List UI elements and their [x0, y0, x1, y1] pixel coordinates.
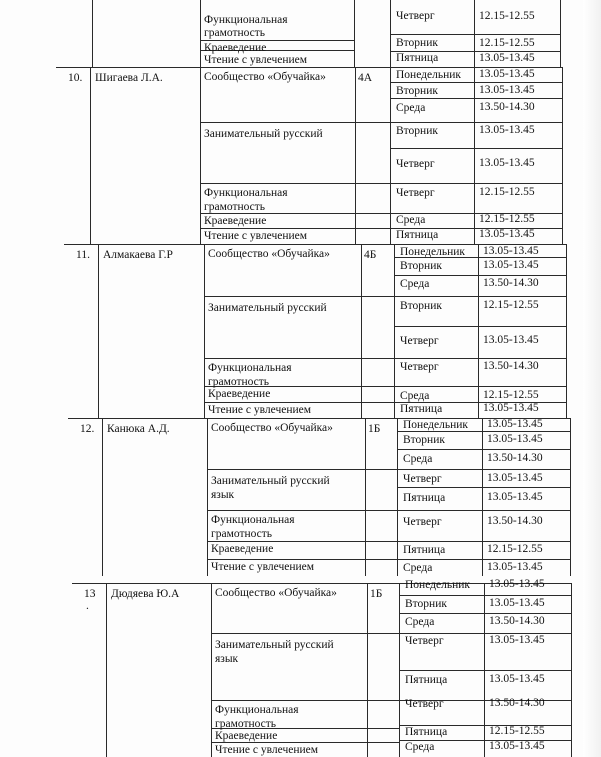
session-separator: [394, 296, 566, 297]
session-day: Пятница: [403, 492, 446, 504]
session-day: Среда: [405, 741, 435, 753]
teacher-name: Дюдяева Ю.А: [111, 588, 180, 600]
session-time: 13.50-14.30: [483, 277, 539, 289]
session-time: 12.15-12.55: [483, 299, 539, 311]
session-day: Пятница: [405, 726, 448, 738]
session-time: 13.05-13.45: [479, 157, 535, 169]
session-time: 13.05-13.45: [479, 52, 535, 64]
session-time: 13.05-13.45: [483, 245, 539, 257]
session-day: Четверг: [403, 473, 442, 485]
col-activity-left-border: [207, 418, 208, 576]
session-time: 13.05-13.45: [489, 634, 545, 646]
activity-name: Чтение с увлечением: [204, 230, 308, 242]
class-name: 1Б: [368, 423, 381, 435]
session-separator: [397, 449, 570, 450]
col-teacher-left-border: [90, 67, 91, 244]
session-day: Пятница: [403, 544, 446, 556]
session-time: 13.50-14.30: [483, 360, 539, 372]
col-time-right-border: [570, 418, 571, 576]
activity-name: Сообщество «Обучайка»: [211, 422, 333, 434]
activity-name: грамотность: [215, 718, 277, 730]
session-separator: [399, 670, 571, 671]
row-number: 11.: [76, 249, 90, 261]
activity-name: Краеведение: [208, 388, 271, 400]
session-day: Среда: [400, 390, 430, 402]
session-time: 13.05-13.45: [483, 259, 539, 271]
col-time-left-border: [482, 418, 483, 576]
activity-name: язык: [211, 489, 235, 501]
group-separator: [204, 402, 394, 403]
session-day: Вторник: [396, 37, 438, 49]
session-separator: [394, 358, 566, 359]
session-time: 12.15-12.55: [479, 186, 535, 198]
col-time-right-border: [560, 0, 561, 67]
session-day: Пятница: [396, 229, 439, 241]
col-class-left-border: [354, 0, 355, 67]
session-time: 13.05-13.45: [487, 433, 543, 445]
session-time: 13.05-13.45: [479, 228, 535, 240]
session-separator: [390, 98, 562, 99]
session-separator: [390, 82, 562, 83]
col-class-left-border: [355, 67, 356, 244]
activity-name: Краеведение: [215, 730, 278, 742]
session-time: 12.15-12.55: [479, 213, 535, 225]
activity-name: Занимательный русский: [215, 639, 334, 651]
session-time: 13.05-13.45: [487, 561, 543, 573]
group-separator: [200, 40, 354, 41]
col-time-right-border: [566, 244, 567, 418]
col-day-left-border: [394, 244, 395, 418]
group-separator: [211, 700, 399, 701]
activity-name: Сообщество «Обучайка»: [215, 587, 337, 599]
col-class-left-border: [361, 244, 362, 418]
session-day: Понедельник: [403, 419, 468, 431]
class-name: 1Б: [370, 588, 383, 600]
session-separator: [399, 595, 571, 596]
activity-name: Функциональная: [215, 704, 299, 716]
activity-name: Чтение с увлечением: [204, 54, 308, 66]
session-day: Четверг: [405, 698, 444, 710]
session-day: Четверг: [396, 187, 435, 199]
session-separator: [397, 541, 570, 542]
session-day: Вторник: [400, 260, 442, 272]
session-day: Четверг: [396, 10, 435, 22]
row-number: 10.: [68, 72, 83, 84]
session-day: Среда: [400, 278, 430, 290]
row-number-mark: .: [86, 600, 89, 612]
session-time: 13.50-14.30: [489, 615, 545, 627]
activity-name: Сообщество «Обучайка»: [204, 71, 326, 83]
session-separator: [390, 34, 560, 35]
activity-name: Функциональная: [204, 14, 288, 26]
col-teacher-right-border: [92, 0, 93, 67]
group-separator: [204, 296, 394, 297]
session-day: Четверг: [405, 635, 444, 647]
col-time-right-border: [562, 67, 563, 244]
session-time: 13.50-14.30: [487, 515, 543, 527]
session-time: 13.05-13.45: [487, 491, 543, 503]
col-teacher-left-border: [98, 244, 99, 418]
session-day: Пятница: [400, 403, 443, 415]
session-day: Среда: [403, 453, 433, 465]
session-day: Среда: [396, 214, 426, 226]
session-time: 13.05-13.45: [479, 68, 535, 80]
session-day: Вторник: [405, 598, 447, 610]
session-day: Пятница: [405, 674, 448, 686]
session-day: Вторник: [403, 434, 445, 446]
col-teacher-left-border: [102, 418, 103, 576]
activity-name: Чтение с увлечением: [211, 561, 315, 573]
session-day: Понедельник: [405, 579, 470, 591]
col-activity-left-border: [204, 244, 205, 418]
col-class-left-border: [367, 583, 368, 757]
session-time: 13.05-13.45: [483, 334, 539, 346]
session-day: Среда: [405, 616, 435, 628]
activity-name: Занимательный русский: [204, 128, 323, 140]
session-day: Среда: [403, 562, 433, 574]
teacher-name: Канюка А.Д.: [107, 423, 170, 435]
row-number: 13: [84, 588, 96, 600]
col-teacher-left-border: [106, 583, 107, 757]
group-separator: [207, 541, 397, 542]
session-separator: [390, 183, 562, 184]
group-separator: [200, 228, 390, 229]
session-time: 13.50-14.30: [479, 101, 535, 113]
session-separator: [399, 633, 571, 634]
col-time-left-border: [474, 67, 475, 244]
page-edge-shadow: [583, 0, 601, 757]
session-time: 13.05-13.45: [489, 597, 545, 609]
activity-name: Функциональная: [204, 187, 288, 199]
session-time: 13.50-14.30: [489, 697, 545, 709]
session-day: Четверг: [403, 516, 442, 528]
session-time: 13.05-13.45: [489, 673, 545, 685]
session-day: Четверг: [400, 335, 439, 347]
session-separator: [399, 613, 571, 614]
session-time: 12.15-12.55: [487, 543, 543, 555]
session-separator: [397, 510, 570, 511]
activity-name: Функциональная: [208, 362, 292, 374]
group-separator: [207, 469, 397, 470]
activity-name: грамотность: [204, 201, 266, 213]
session-time: 13.05-13.45: [479, 124, 535, 136]
session-time: 13.05-13.45: [483, 402, 539, 414]
group-separator: [207, 510, 397, 511]
activity-name: грамотность: [208, 376, 270, 388]
col-class-left-border: [365, 418, 366, 576]
activity-name: грамотность: [204, 27, 266, 39]
session-separator: [394, 275, 566, 276]
session-separator: [390, 122, 562, 123]
session-day: Четверг: [400, 361, 439, 373]
activity-name: грамотность: [211, 528, 273, 540]
session-time: 13.05-13.45: [487, 418, 543, 430]
col-time-right-border: [571, 583, 572, 757]
group-separator: [200, 122, 390, 123]
class-name: 4А: [358, 72, 373, 84]
col-day-left-border: [390, 67, 391, 244]
session-time: 12.15-12.55: [483, 389, 539, 401]
activity-name: Занимательный русский: [208, 302, 327, 314]
activity-name: язык: [215, 653, 239, 665]
activity-name: Функциональная: [211, 514, 295, 526]
activity-name: Краеведение: [204, 215, 267, 227]
row-number: 12.: [80, 423, 95, 435]
session-day: Вторник: [400, 300, 442, 312]
session-day: Вторник: [396, 125, 438, 137]
session-day: Среда: [396, 102, 426, 114]
session-separator: [390, 148, 562, 149]
session-separator: [397, 469, 570, 470]
group-separator: [211, 633, 399, 634]
activity-name: Краеведение: [204, 42, 267, 54]
session-time: 12.15-12.55: [489, 725, 545, 737]
col-time-left-border: [478, 244, 479, 418]
session-day: Пятница: [396, 52, 439, 64]
col-activity-left-border: [200, 0, 201, 67]
session-day: Четверг: [396, 158, 435, 170]
teacher-name: Алмакаева Г.Р: [103, 249, 173, 261]
teacher-name: Шигаева Л.А.: [95, 72, 163, 84]
col-activity-left-border: [200, 67, 201, 244]
group-separator: [204, 358, 394, 359]
session-day: Вторник: [396, 85, 438, 97]
session-time: 13.05-13.45: [489, 578, 545, 590]
session-separator: [394, 386, 566, 387]
session-separator: [397, 487, 570, 488]
session-day: Понедельник: [400, 246, 465, 258]
group-separator: [207, 559, 397, 560]
session-separator: [394, 326, 566, 327]
session-time: 12.15-12.55: [479, 10, 535, 22]
activity-name: Занимательный русский: [211, 475, 330, 487]
session-time: 13.05-13.45: [487, 472, 543, 484]
class-name: 4Б: [364, 249, 377, 261]
session-day: Понедельник: [396, 69, 461, 81]
col-activity-left-border: [211, 583, 212, 757]
activity-name: Чтение с увлечением: [208, 404, 312, 416]
session-time: 13.05-13.45: [479, 84, 535, 96]
session-time: 13.05-13.45: [489, 740, 545, 752]
activity-name: Краеведение: [211, 543, 274, 555]
activity-name: Сообщество «Обучайка»: [208, 248, 330, 260]
session-time: 12.15-12.55: [479, 37, 535, 49]
activity-name: Чтение с увлечением: [215, 744, 319, 756]
session-time: 13.50-14.30: [487, 452, 543, 464]
session-separator: [397, 559, 570, 560]
group-separator: [200, 183, 390, 184]
col-day-left-border: [397, 418, 398, 576]
